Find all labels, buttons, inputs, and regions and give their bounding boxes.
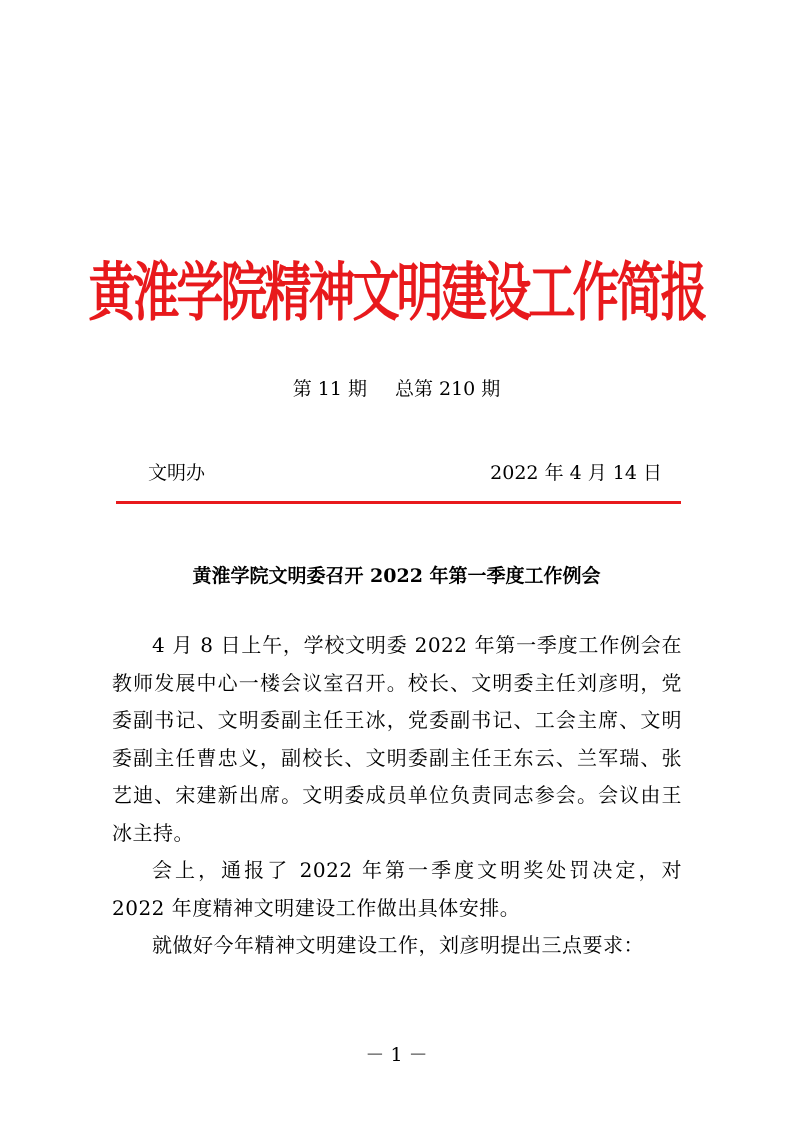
article-paragraph: 会上，通报了 2022 年第一季度文明奖处罚决定，对 2022 年度精神文明建设工作做出具体安排。	[112, 858, 682, 920]
article-body	[112, 627, 682, 965]
page-number: － 1 －	[365, 1044, 428, 1066]
bulletin-masthead-title: 黄淮学院精神文明建设工作简报	[88, 256, 705, 331]
red-divider-rule	[116, 501, 681, 504]
issue-date: 2022 年 4 月 14 日	[490, 462, 662, 484]
issue-total: 总第 210 期	[394, 378, 501, 400]
article-title: 黄淮学院文明委召开 2022 年第一季度工作例会	[192, 565, 601, 587]
article-paragraph: 就做好今年精神文明建设工作，刘彦明提出三点要求：	[152, 933, 644, 957]
issue-line	[0, 374, 793, 404]
issuing-office: 文明办	[148, 462, 206, 484]
article-paragraph: 4 月 8 日上午，学校文明委 2022 年第一季度工作例会在教师发展中心一楼会议室召开。校长、文明委主任刘彦明，党委副书记、文明委副主任王冰，党委副书记、工会主席、文明委副主任曹忠义，副校长、文明委副主任王东云、兰军瑞、张艺迪、宋建新出席。文明委成员单位负责同志参会。会议由王冰主持。	[112, 633, 682, 845]
issue-number: 第 11 期	[292, 378, 367, 400]
